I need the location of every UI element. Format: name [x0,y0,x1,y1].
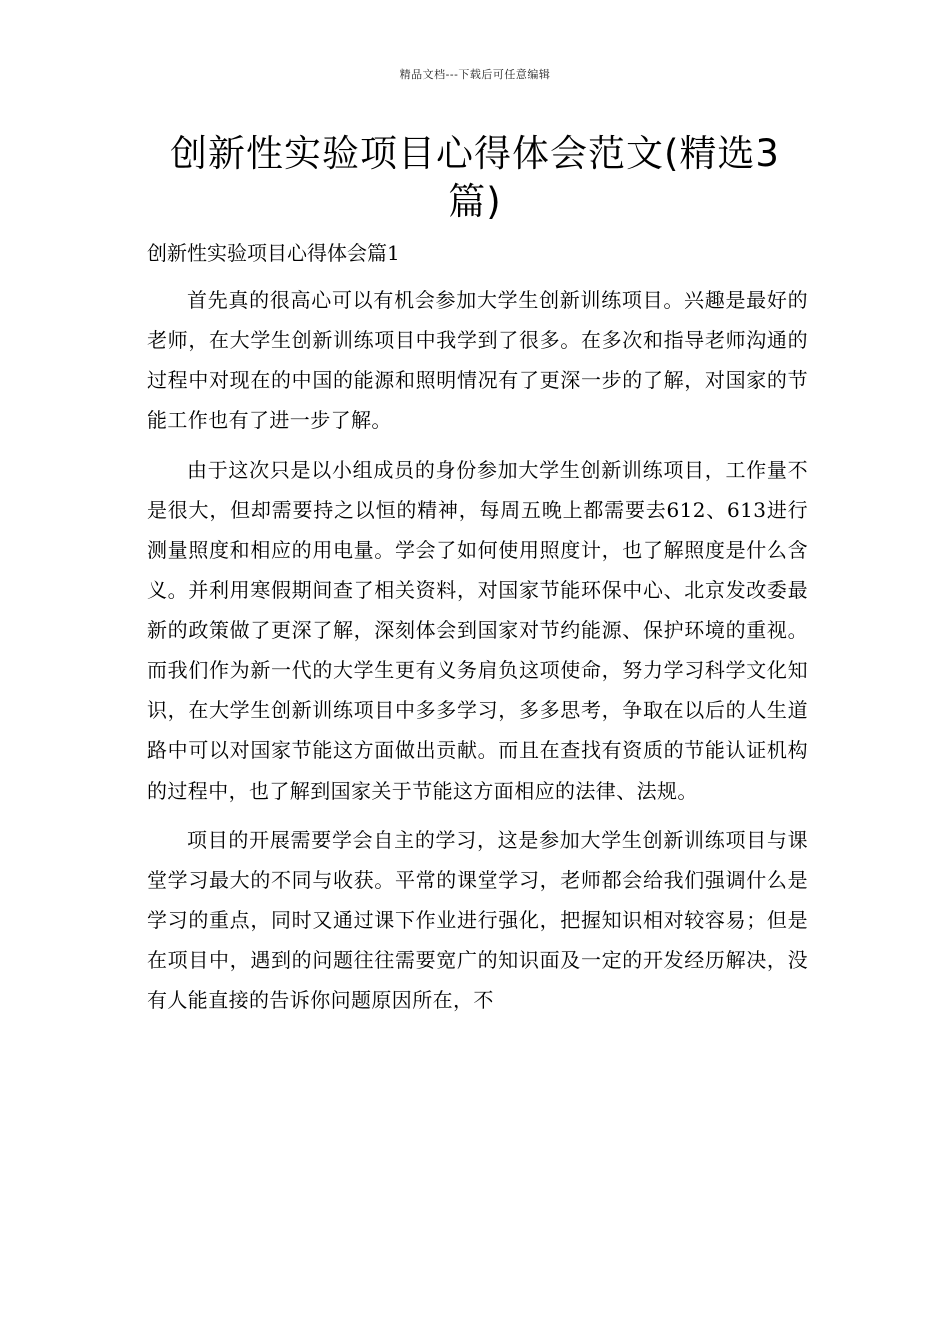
paragraph-1: 首先真的很高心可以有机会参加大学生创新训练项目。兴趣是最好的老师，在大学生创新训练项目中我学到了很多。在多次和指导老师沟通的过程中对现在的中国的能源和照明情况有了更深一步的了解，对国家的节能工作也有了进一步了解。 [147,288,808,433]
paragraph-3: 项目的开展需要学会自主的学习，这是参加大学生创新训练项目与课堂学习最大的不同与收获。平常的课堂学习，老师都会给我们强调什么是学习的重点，同时又通过课下作业进行强化，把握知识相对较容易；但是在项目中，遇到的问题往往需要宽广的知识面及一定的开发经历解决，没有人能直接的告诉你问题原因所在，不 [147,828,808,1013]
paragraph-2: 由于这次只是以小组成员的身份参加大学生创新训练项目，工作量不是很大，但却需要持之以恒的精神，每周五晚上都需要去612、613进行测量照度和相应的用电量。学会了如何使用照度计，也了解照度是什么含义。并利用寒假期间查了相关资料，对国家节能环保中心、北京发改委最新的政策做了更深了解，深刻体会到国家对节约能源、保护环境的重视。而我们作为新一代的大学生更有义务肩负这项使命，努力学习科学文化知识，在大学生创新训练项目中多多学习，多多思考，争取在以后的人生道路中可以对国家节能这方面做出贡献。而且在查找有资质的节能认证机构的过程中，也了解到国家关于节能这方面相应的法律、法规。 [147,457,808,803]
section-heading: 创新性实验项目心得体会篇1 [147,241,400,265]
body-text [147,280,808,1030]
header-note: 精品文档---下载后可任意编辑 [399,68,551,81]
document-title: 创新性实验项目心得体会范文(精选3篇) [170,132,780,223]
